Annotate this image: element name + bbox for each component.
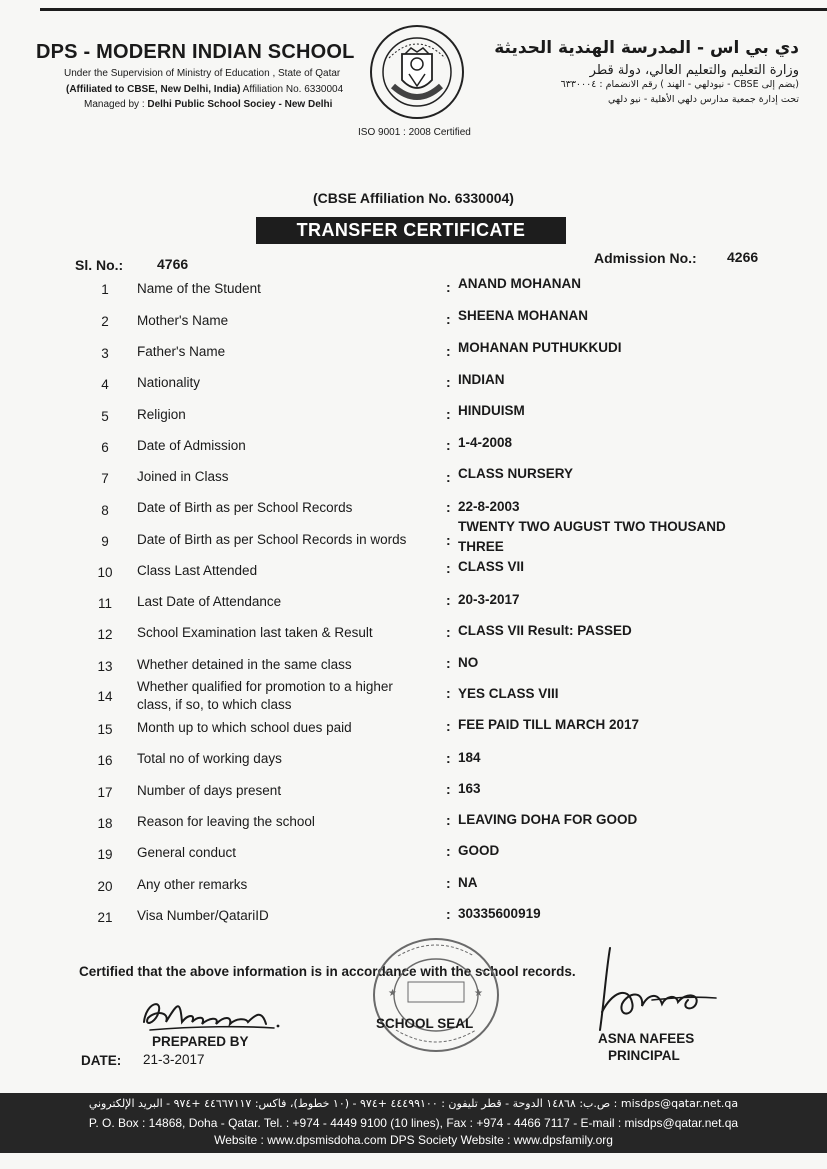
field-number: 18	[97, 816, 113, 831]
admission-number-label: Admission No.:	[594, 250, 697, 266]
field-label: Total no of working days	[137, 751, 282, 766]
field-row	[0, 845, 827, 875]
field-colon: :	[446, 718, 451, 734]
field-number: 2	[101, 314, 109, 329]
footer-arabic-contact: ص.ب: ١٤٨٦٨ الدوحة - قطر تليفون : ٤٤٤٩٩١٠٠ +٩٧٤ - (١٠ خطوط)، فاكس: ٤٤٦٦٧١١٧ +٩٧٤ - البريد الإلكتروني : misdps@qatar.net.qa	[88, 1097, 739, 1110]
field-row	[0, 624, 827, 654]
field-row	[0, 814, 827, 844]
field-colon: :	[446, 374, 451, 390]
field-colon: :	[446, 499, 451, 515]
field-label: Last Date of Attendance	[137, 594, 282, 609]
field-colon: :	[446, 624, 451, 640]
document-title: TRANSFER CERTIFICATE	[256, 217, 566, 244]
field-value: 22-8-2003	[458, 499, 520, 514]
field-value: CLASS NURSERY	[458, 466, 574, 481]
field-row	[0, 342, 827, 372]
field-colon: :	[446, 875, 451, 891]
field-number: 20	[97, 879, 113, 894]
field-value: 184	[458, 750, 481, 765]
header-managed-line	[84, 99, 332, 110]
field-label: Date of Admission	[137, 438, 246, 453]
field-value: CLASS VII Result: PASSED	[458, 623, 632, 638]
field-row	[0, 436, 827, 466]
field-colon: :	[446, 812, 451, 828]
prepared-by-label: PREPARED BY	[152, 1034, 249, 1049]
field-label: Any other remarks	[137, 877, 248, 892]
field-row	[0, 559, 827, 592]
field-colon: :	[446, 781, 451, 797]
field-value: YES CLASS VIII	[458, 686, 559, 701]
field-value: 163	[458, 781, 481, 796]
header-affiliation-line	[66, 84, 343, 95]
field-number: 4	[101, 377, 109, 392]
field-colon: :	[446, 750, 451, 766]
admission-number-value: 4266	[727, 249, 759, 265]
preparer-signature	[136, 992, 296, 1036]
field-label: Visa Number/QatariID	[137, 908, 269, 923]
certification-statement: Certified that the above information is in accordance with the school records.	[79, 964, 576, 979]
field-colon: :	[446, 592, 451, 608]
field-value: NO	[458, 655, 479, 670]
field-label: Religion	[137, 407, 186, 422]
field-value: ANAND MOHANAN	[458, 276, 581, 291]
field-label: Date of Birth as per School Records in words	[137, 532, 407, 547]
arabic-managed-line: تحت إدارة جمعية مدارس دلهي الأهلية - نيو دلهي	[607, 94, 799, 105]
serial-number-label: Sl. No.:	[75, 257, 124, 273]
field-number: 17	[97, 785, 113, 800]
field-number: 19	[97, 847, 113, 862]
field-colon: :	[446, 655, 451, 671]
footer-contact: P. O. Box : 14868, Doha - Qatar. Tel. : +974 - 4449 9100 (10 lines), Fax : +974 - 4466 7117 - E-mail : misdps@qatar.net.qa	[88, 1116, 739, 1130]
header-affiliation-number: Affiliation No. 6330004	[240, 84, 344, 95]
field-number: 10	[97, 565, 113, 580]
field-row	[0, 373, 827, 403]
field-value: 1-4-2008	[458, 435, 513, 450]
footer-websites: Website : www.dpsmisdoha.com DPS Society Website : www.dpsfamily.org	[214, 1133, 613, 1147]
field-colon: :	[446, 469, 451, 485]
field-label: School Examination last taken & Result	[137, 625, 373, 640]
field-value: NA	[458, 875, 478, 890]
field-number: 5	[101, 409, 109, 424]
field-value: TWENTY TWO AUGUST TWO THOUSAND THREE	[458, 519, 726, 554]
field-colon: :	[446, 437, 451, 453]
field-value: HINDUISM	[458, 403, 525, 418]
field-label: Mother's Name	[137, 313, 229, 328]
field-value: SHEENA MOHANAN	[458, 308, 589, 323]
field-number: 3	[101, 346, 109, 361]
field-number: 16	[97, 753, 113, 768]
field-label: Father's Name	[137, 344, 226, 359]
svg-text:★: ★	[474, 988, 483, 999]
field-row	[0, 877, 827, 907]
principal-title: PRINCIPAL	[608, 1048, 680, 1063]
header-managed-label: Managed by :	[84, 99, 148, 110]
serial-number-value: 4766	[157, 256, 189, 272]
field-row	[0, 751, 827, 781]
field-value: INDIAN	[458, 372, 505, 387]
cbse-affiliation: (CBSE Affiliation No. 6330004)	[313, 190, 514, 206]
field-row	[0, 405, 827, 435]
header-affiliation-bold: (Affiliated to CBSE, New Delhi, India)	[66, 84, 241, 95]
field-number: 14	[97, 689, 113, 704]
field-colon: :	[446, 311, 451, 327]
header-managed-society: Delhi Public School Sociey - New Delhi	[147, 99, 333, 110]
field-row	[0, 593, 827, 623]
principal-name: ASNA NAFEES	[598, 1031, 695, 1046]
field-row	[0, 468, 827, 498]
field-colon: :	[446, 843, 451, 859]
field-label: Name of the Student	[137, 281, 261, 296]
field-colon: :	[446, 560, 451, 576]
field-label: Whether qualified for promotion to a higher class, if so, to which class	[137, 679, 393, 712]
principal-signature	[592, 942, 722, 1034]
field-value: GOOD	[458, 843, 500, 858]
field-label: Whether detained in the same class	[137, 657, 352, 672]
date-label: DATE:	[81, 1053, 122, 1068]
field-label: Joined in Class	[137, 469, 229, 484]
field-colon: :	[446, 343, 451, 359]
field-number: 12	[97, 627, 113, 642]
field-label: Reason for leaving the school	[137, 814, 315, 829]
field-label: Date of Birth as per School Records	[137, 500, 353, 515]
field-colon: :	[446, 685, 451, 701]
field-colon: :	[446, 532, 451, 548]
field-number: 11	[97, 596, 112, 611]
iso-certification: ISO 9001 : 2008 Certified	[358, 127, 471, 138]
field-colon: :	[446, 279, 451, 295]
field-number: 21	[97, 910, 113, 925]
field-value: 20-3-2017	[458, 592, 520, 607]
field-number: 9	[101, 534, 109, 549]
svg-text:★: ★	[388, 988, 397, 999]
field-row	[0, 719, 827, 749]
field-number: 1	[101, 282, 109, 297]
school-seal-label: SCHOOL SEAL	[376, 1016, 474, 1031]
field-value: CLASS VII	[458, 559, 525, 574]
school-name: DPS - MODERN INDIAN SCHOOL	[36, 41, 355, 63]
field-colon: :	[446, 406, 451, 422]
contact-footer	[0, 1093, 827, 1153]
field-value: MOHANAN PUTHUKKUDI	[458, 340, 622, 355]
arabic-affiliation-line: (يضم إلى CBSE - نيودلهي - الهند ) رقم الانضمام : ٦٣٣٠٠٠٤	[560, 79, 799, 90]
field-colon: :	[446, 906, 451, 922]
top-rule	[40, 8, 827, 11]
field-number: 15	[97, 722, 113, 737]
date-value: 21-3-2017	[143, 1052, 205, 1067]
field-label: Month up to which school dues paid	[137, 720, 352, 735]
school-seal-stamp	[368, 934, 504, 1056]
field-label: Class Last Attended	[137, 563, 258, 578]
arabic-ministry-line: وزارة التعليم والتعليم العالي، دولة قطر	[589, 63, 799, 78]
field-label: General conduct	[137, 845, 237, 860]
field-number: 7	[101, 471, 109, 486]
field-value: LEAVING DOHA FOR GOOD	[458, 812, 638, 827]
field-value: FEE PAID TILL MARCH 2017	[458, 717, 640, 732]
field-label: Nationality	[137, 375, 201, 390]
header-supervision-line: Under the Supervision of Ministry of Education , State of Qatar	[64, 68, 341, 79]
field-number: 13	[97, 659, 113, 674]
field-row	[0, 310, 827, 340]
field-number: 8	[101, 503, 109, 518]
field-label: Number of days present	[137, 783, 282, 798]
field-row	[0, 278, 827, 308]
field-number: 6	[101, 440, 109, 455]
arabic-school-name: دي بي اس - المدرسة الهندية الحديثة	[494, 38, 799, 58]
field-row	[0, 782, 827, 812]
school-crest-logo	[369, 24, 465, 120]
field-value: 30335600919	[458, 906, 541, 921]
